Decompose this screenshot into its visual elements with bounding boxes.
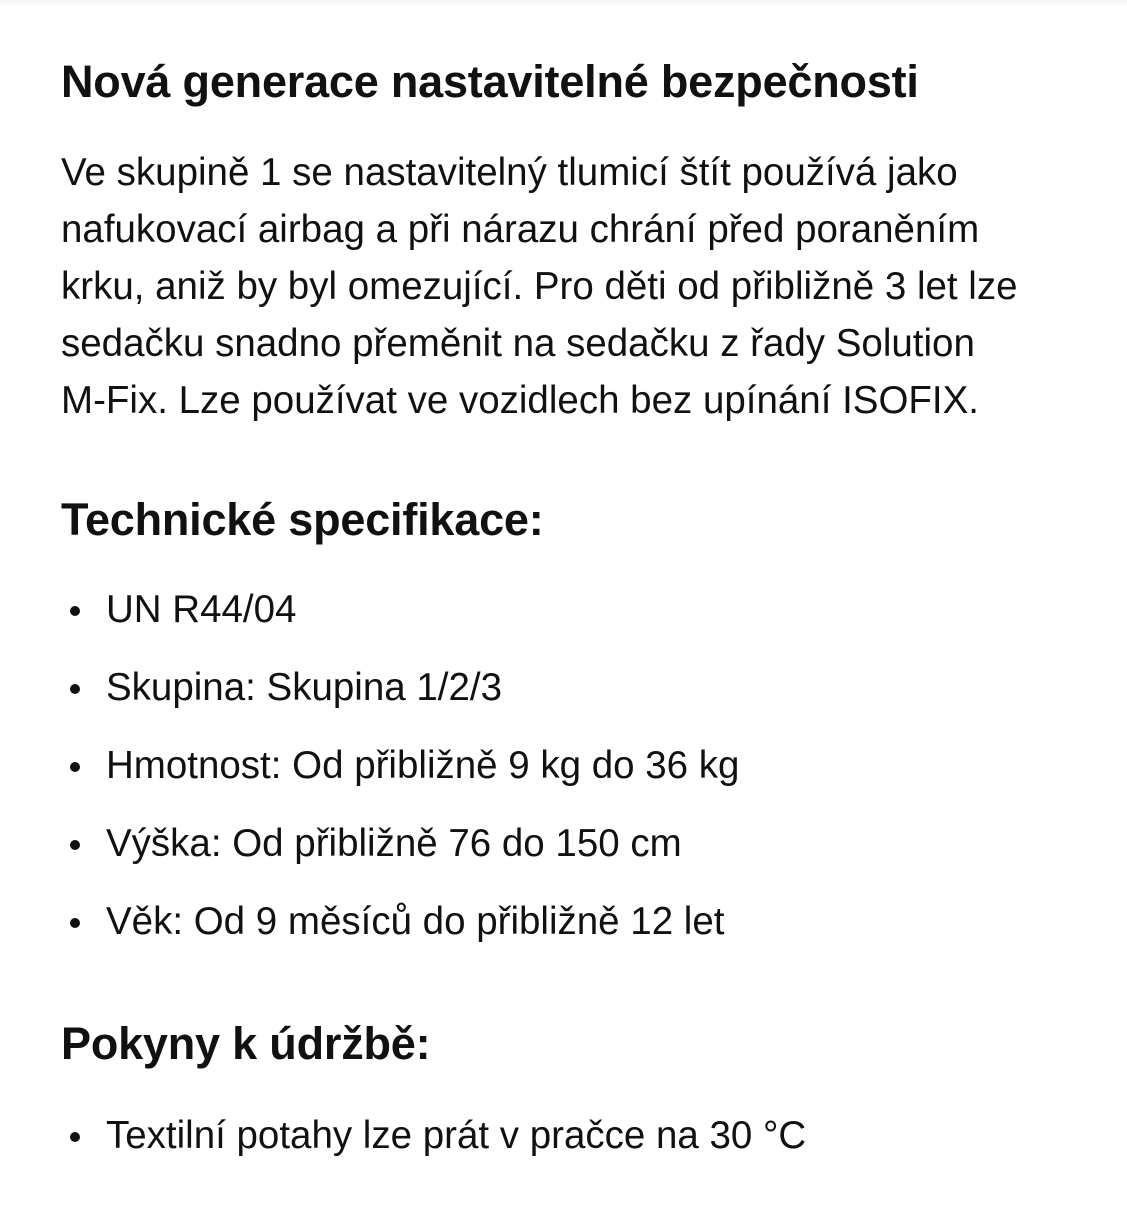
list-item <box>61 740 739 818</box>
intro-line: Ve skupině 1 se nastavitelný tlumicí štít používá jako <box>61 151 958 194</box>
intro-heading: Nová generace nastavitelné bezpečnosti <box>61 56 919 107</box>
bullet-icon <box>70 840 80 850</box>
bullet-icon <box>70 762 80 772</box>
intro-line: M-Fix. Lze používat ve vozidlech bez upínání ISOFIX. <box>61 379 980 422</box>
care-heading: Pokyny k údržbě: <box>61 1018 431 1069</box>
intro-line: krku, aniž by byl omezující. Pro děti od přibližně 3 let lze <box>61 265 1018 308</box>
care-text: Textilní potahy lze prát v pračce na 30 °C <box>106 1114 807 1157</box>
spec-text: Věk: Od 9 měsíců do přibližně 12 let <box>106 900 725 943</box>
care-list <box>61 1110 806 1188</box>
spec-text: Hmotnost: Od přibližně 9 kg do 36 kg <box>106 744 740 787</box>
list-item <box>61 818 739 896</box>
bullet-icon <box>70 1132 80 1142</box>
intro-line: nafukovací airbag a při nárazu chrání před poraněním <box>61 208 980 251</box>
list-item <box>61 1110 806 1188</box>
intro-line: sedačku snadno přeměnit na sedačku z řady Solution <box>61 322 975 365</box>
spec-text: Skupina: Skupina 1/2/3 <box>106 666 502 709</box>
list-item <box>61 662 739 740</box>
list-item <box>61 896 739 974</box>
bullet-icon <box>70 606 80 616</box>
bullet-icon <box>70 918 80 928</box>
list-item <box>61 584 739 662</box>
intro-paragraph <box>61 144 1111 429</box>
top-edge-shadow <box>0 0 1127 6</box>
spec-text: UN R44/04 <box>106 588 297 631</box>
specs-list <box>61 584 739 974</box>
bullet-icon <box>70 684 80 694</box>
specs-heading: Technické specifikace: <box>61 494 544 545</box>
spec-text: Výška: Od přibližně 76 do 150 cm <box>106 822 682 865</box>
